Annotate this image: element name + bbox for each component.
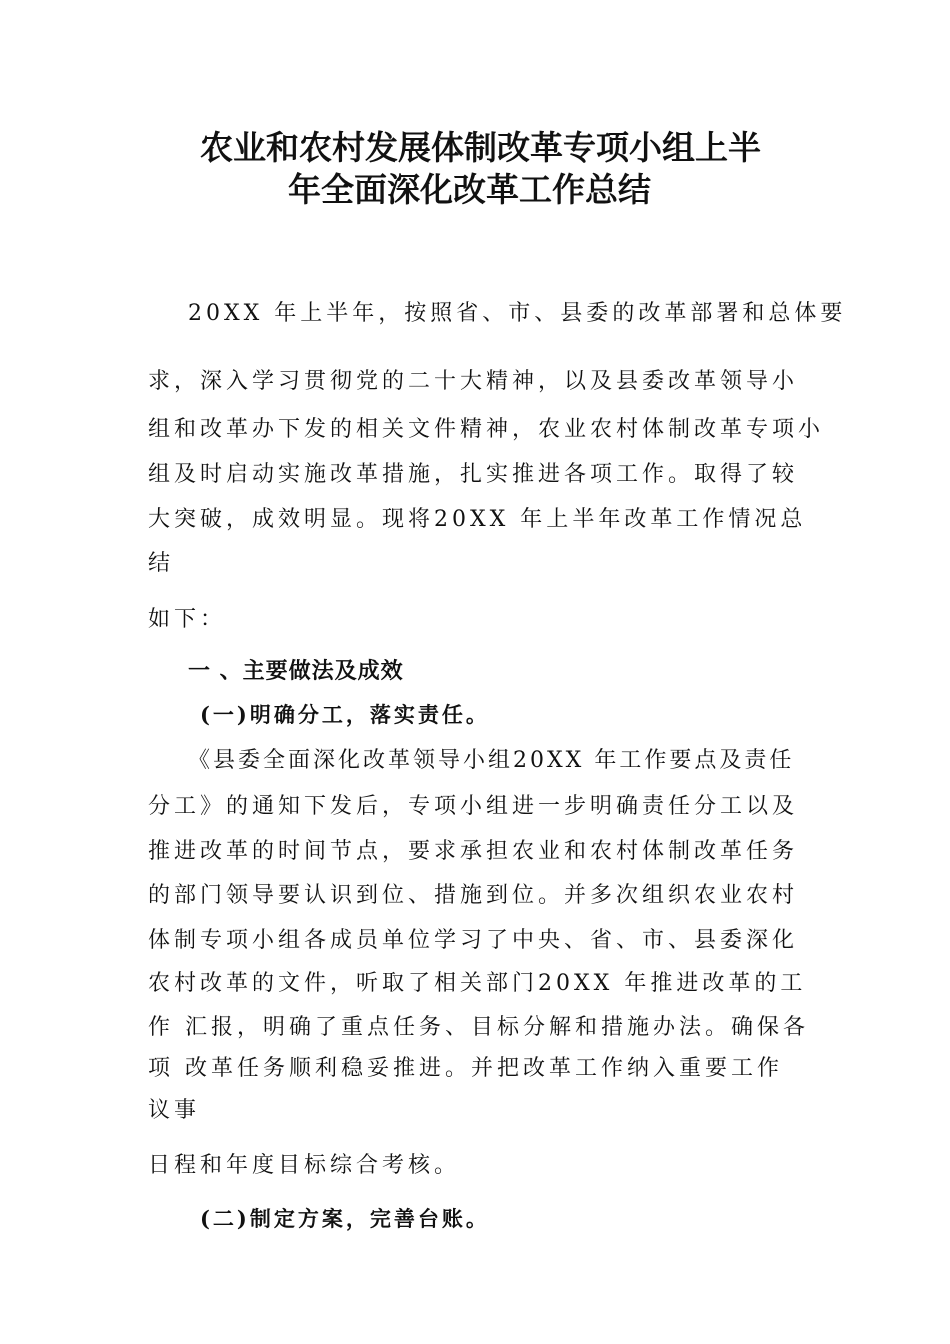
- paragraph-line: 的部门领导要认识到位、措施到位。并多次组织农业农村: [148, 883, 799, 908]
- subsection-heading: (一)明确分工，落实责任。: [200, 702, 490, 727]
- document-title-line-1: 农业和农村发展体制改革专项小组上半: [200, 128, 761, 167]
- paragraph-line: 作 汇报，明确了重点任务、目标分解和措施办法。确保各: [148, 1015, 809, 1040]
- paragraph-line: 日程和年度目标综合考核。: [148, 1153, 461, 1178]
- paragraph-line: 农村改革的文件，听取了相关部门20XX 年推进改革的工: [148, 971, 807, 996]
- subsection-heading: (二)制定方案，完善台账。: [200, 1206, 490, 1231]
- paragraph-line: 20XX 年上半年，按照省、市、县委的改革部署和总体要: [188, 301, 847, 326]
- paragraph-line: 组及时启动实施改革措施，扎实推进各项工作。取得了较: [148, 462, 799, 487]
- section-heading: 一 、主要做法及成效: [188, 659, 404, 684]
- document-title-line-2: 年全面深化改革工作总结: [288, 170, 651, 209]
- paragraph-line: 如下：: [148, 607, 227, 632]
- paragraph-line: 项 改革任务顺利稳妥推进。并把改革工作纳入重要工作: [148, 1056, 783, 1081]
- paragraph-line: 体制专项小组各成员单位学习了中央、省、市、县委深化: [148, 928, 799, 953]
- paragraph-line: 《县委全面深化改革领导小组20XX 年工作要点及责任: [188, 748, 795, 773]
- paragraph-line: 分工》的通知下发后，专项小组进一步明确责任分工以及: [148, 794, 799, 819]
- paragraph-line: 求，深入学习贯彻党的二十大精神，以及县委改革领导小: [148, 369, 799, 394]
- paragraph-line: 推进改革的时间节点，要求承担农业和农村体制改革任务: [148, 839, 799, 864]
- paragraph-line: 大突破，成效明显。现将20XX 年上半年改革工作情况总: [148, 507, 807, 532]
- paragraph-line: 议事: [148, 1098, 201, 1123]
- paragraph-line: 组和改革办下发的相关文件精神，农业农村体制改革专项小: [148, 417, 825, 442]
- paragraph-line: 结: [148, 551, 175, 576]
